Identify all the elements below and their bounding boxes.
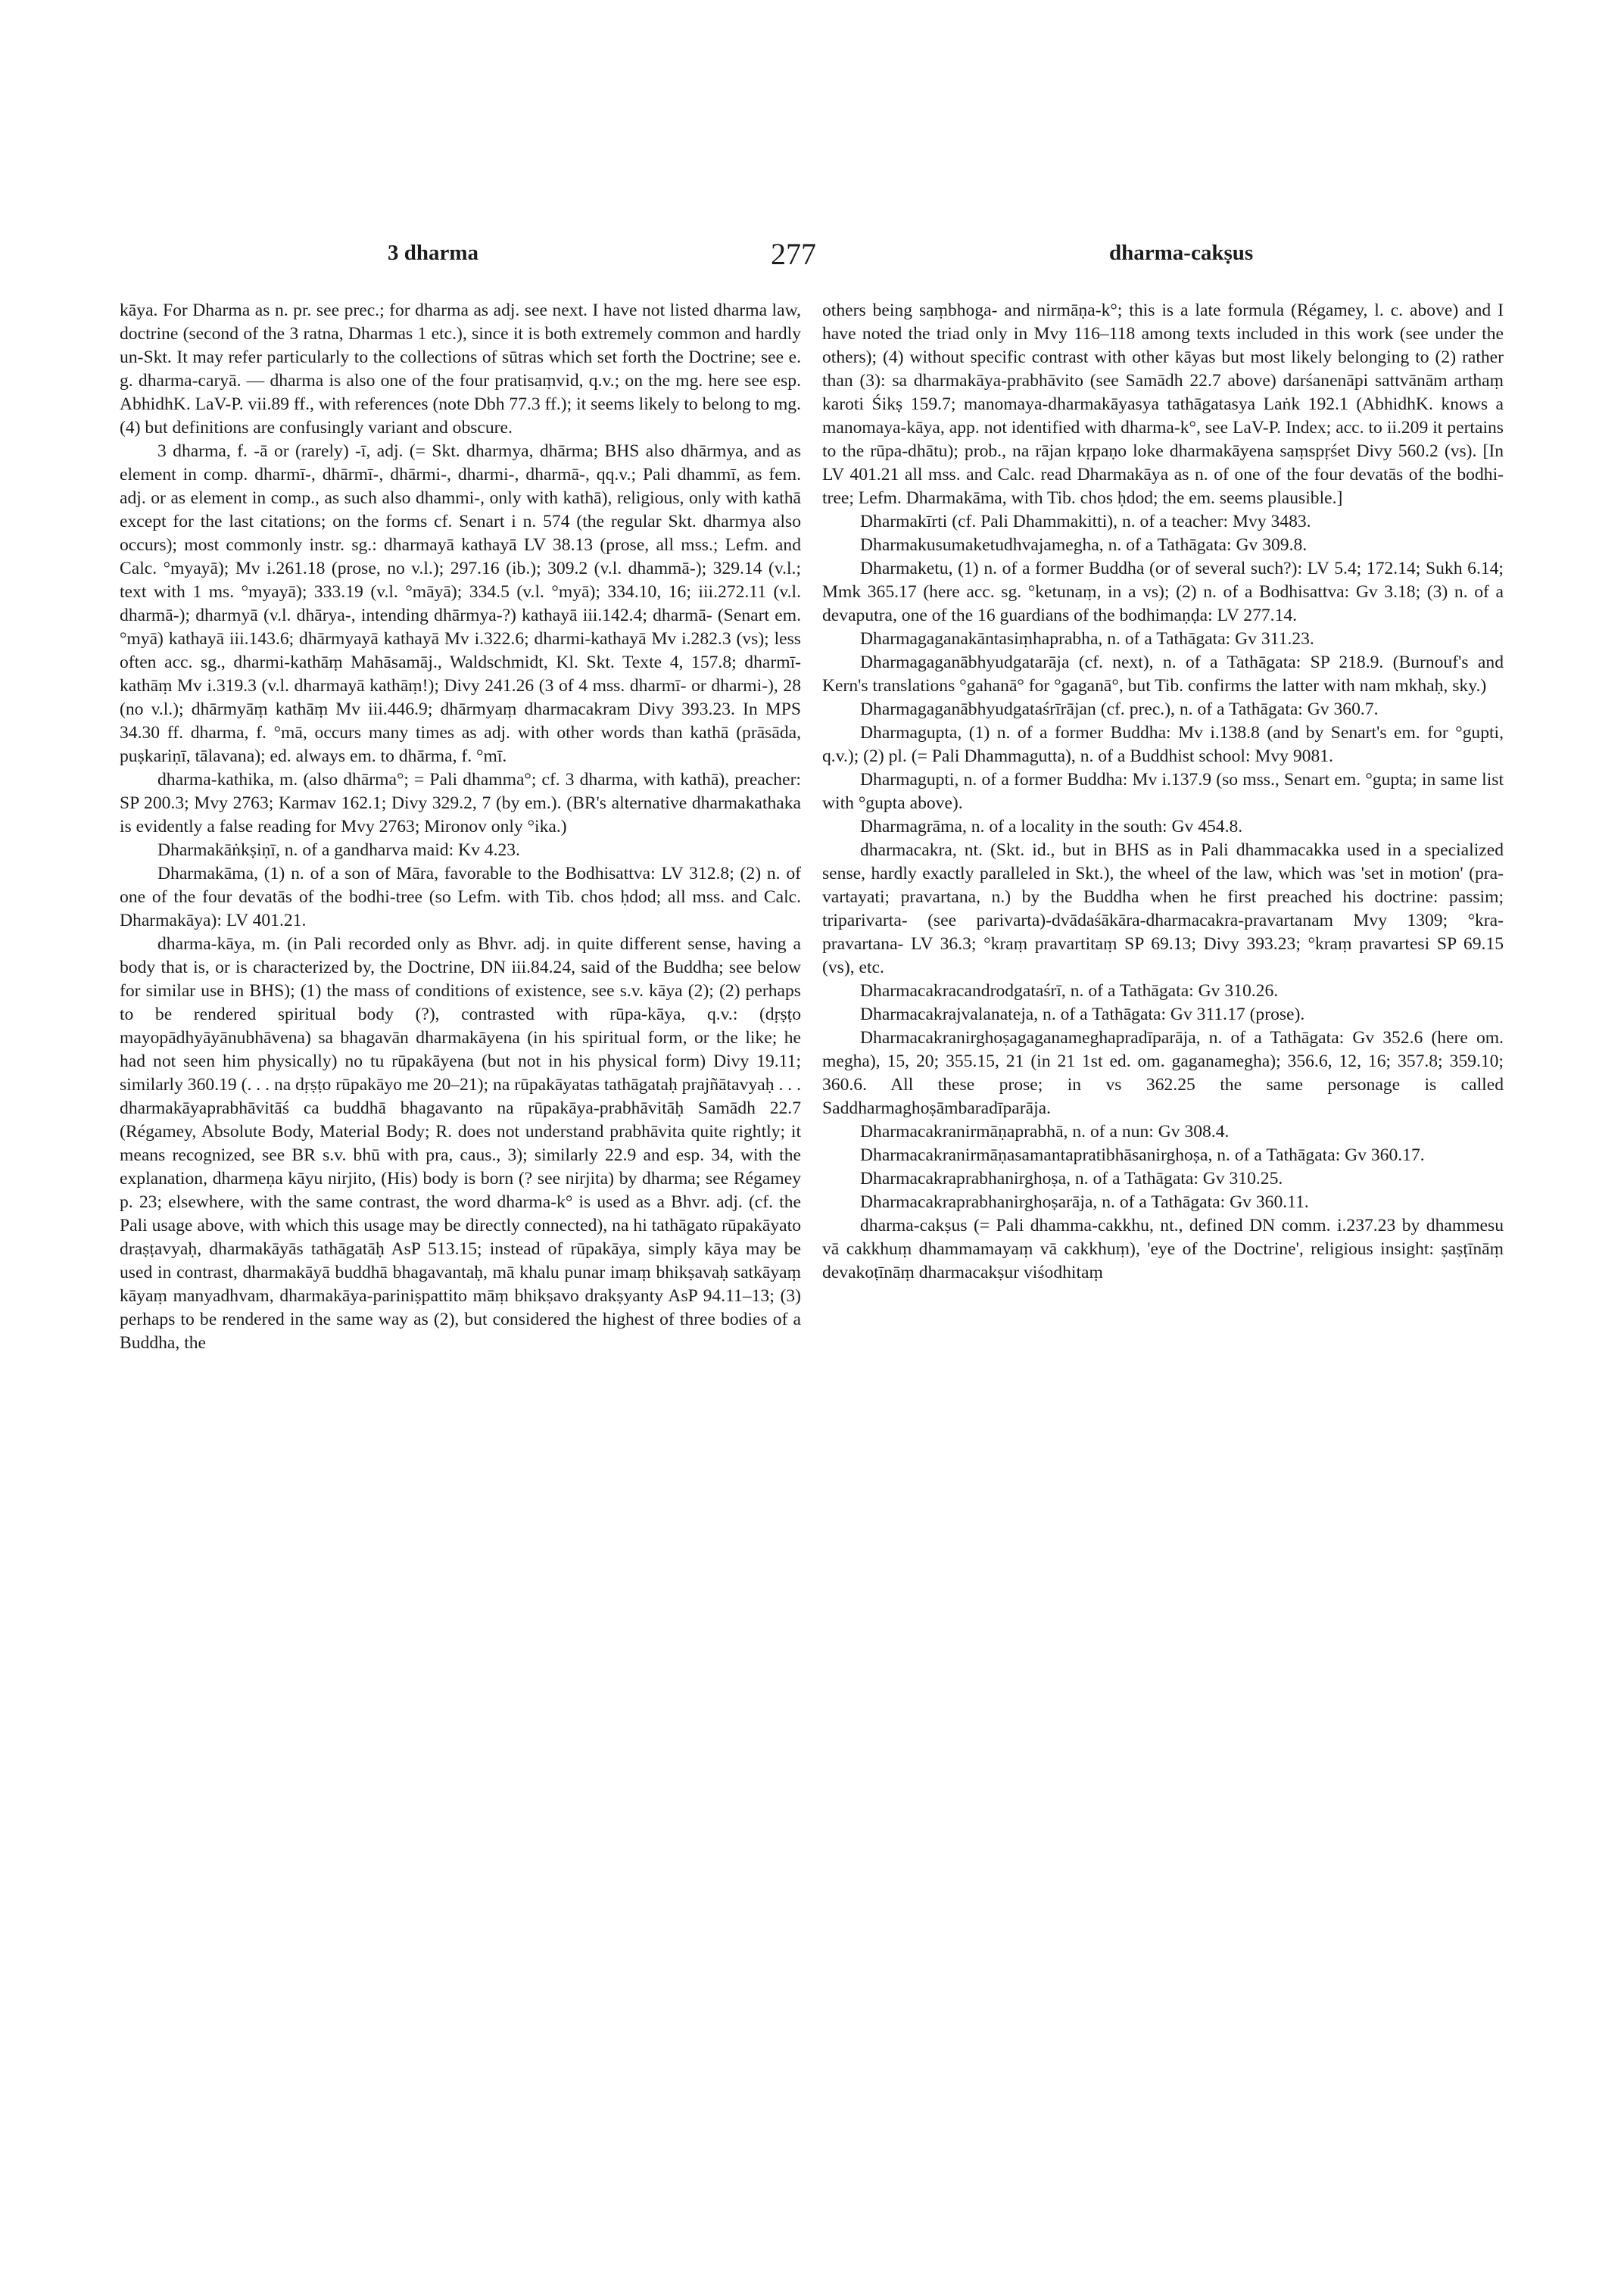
entry-dharmacakracandrodgatasri: Dharmacakracandrodgataśrī, n. of a Tathāgata: Gv 310.26. xyxy=(860,981,1279,1001)
entry-dharmaketu: Dharmaketu, (1) n. of a former Buddha (or of several such?): LV 5.4; 172.14; Sukh 6.14; Mmk 365.17 (here acc. sg. °ketunaṃ, in a vs); (2) n. of a Bodhisattva: Gv 3.18; (3) n. of a devaputra, one of the 16 guardians of the bodhimaṇḍa: LV 277.14. xyxy=(822,559,1504,625)
entry-dharma-caksus: dharma-cakṣus (= Pali dhamma-cakkhu, nt., defined DN comm. i.237.23 by dhammesu vā cakkhuṃ dhammamayaṃ vā cakkhuṃ), 'eye of the Doctrine', religious insight: ṣaṣṭīnāṃ devakoṭīnāṃ dharmacakṣur viśodhitaṃ xyxy=(822,1216,1504,1282)
running-head-right: dharma-cakṣus xyxy=(1109,241,1254,265)
entry-dharmagrama: Dharmagrāma, n. of a locality in the south: Gv 454.8. xyxy=(860,817,1243,837)
entry-dharmacakraprabhanirghosaraja: Dharmacakraprabhanirghoṣarāja, n. of a Tathāgata: Gv 360.11. xyxy=(860,1192,1309,1212)
entry-continuation: kāya. For Dharma as n. pr. see prec.; for dharma as adj. see next. I have not listed dharma law, doctrine (second of the 3 ratna, Dharmas 1 etc.), since it is both extremely common and hardly un-Skt. It may refer particularly to the collections of sūtras which set forth the Doctrine; see e. g. dharma-caryā. — dharma is also one of the four pratisaṃvid, q.v.; on the mg. here see esp. AbhidhK. LaV-P. vii.89 ff., with references (note Dbh 77.3 ff.); it seems likely to belong to mg. (4) but definitions are confusingly variant and obscure. xyxy=(120,301,801,438)
entry-dharmakirti: Dharmakīrti (cf. Pali Dhammakitti), n. of a teacher: Mvy 3483. xyxy=(860,512,1311,531)
entry-dharmagupta: Dharmagupta, (1) n. of a former Buddha: Mv i.138.8 (and by Senart's em. for °gupti, q.v.); (2) pl. (= Pali Dhammagutta), n. of a Buddhist school: Mvy 9081. xyxy=(822,723,1504,766)
entry-dharmacakranirmanaprabha: Dharmacakranirmāṇaprabhā, n. of a nun: Gv 308.4. xyxy=(860,1122,1230,1142)
entry-dharma-kathika: dharma-kathika, m. (also dhārma°; = Pali dhamma°; cf. 3 dharma, with kathā), preacher: SP 200.3; Mvy 2763; Karmav 162.1; Divy 329.2, 7 (by em.). (BR's alternative dharmakathaka is evidently a false reading for Mvy 2763; Mironov only °ika.) xyxy=(120,770,801,837)
entry-dharmacakranirmanasamanta: Dharmacakranirmāṇasamantapratibhāsanirghoṣa, n. of a Tathāgata: Gv 360.17. xyxy=(860,1145,1425,1165)
entry-dharmacakrajvalanateja: Dharmacakrajvalanateja, n. of a Tathāgata: Gv 311.17 (prose). xyxy=(860,1005,1305,1024)
entry-dharmagaganabhyudgataraja: Dharmagaganābhyudgatarāja (cf. next), n. of a Tathāgata: SP 218.9. (Burnouf's and Kern's translations °gahanā° for °gaganā°, but Tib. confirms the latter with nam mkhaḥ, sky.) xyxy=(822,653,1504,696)
entry-dharmagaganabhyudgatasrirajan: Dharmagaganābhyudgataśrīrājan (cf. prec.), n. of a Tathāgata: Gv 360.7. xyxy=(860,699,1379,719)
entry-dharmacakraprabhanirghosa: Dharmacakraprabhanirghoṣa, n. of a Tathāgata: Gv 310.25. xyxy=(860,1169,1283,1189)
entry-dharmacakra: dharmacakra, nt. (Skt. id., but in BHS as in Pali dhammacakka used in a specialized sense, hardly exactly paralleled in Skt.), the wheel of the law, which was 'set in motion' (pra-vartayati; pravartana, n.) by the Buddha when he first preached his doctrine: passim; triparivarta- (see parivarta)-dvādaśākāra-dharmacakra-pravartanam Mvy 1309; °kra-pravartana- LV 36.3; °kraṃ pravartitaṃ SP 69.13; Divy 393.23; °kraṃ pravartesi SP 69.15 (vs), etc. xyxy=(822,840,1504,977)
entry-dharmagaganakantasimhaprabha: Dharmagaganakāntasiṃhaprabha, n. of a Tathāgata: Gv 311.23. xyxy=(860,629,1314,649)
right-column xyxy=(822,299,1504,2267)
entry-dharmakanksini: Dharmakāṅkṣiṇī, n. of a gandharva maid: Kv 4.23. xyxy=(157,840,520,860)
entry-dharmakusumaketudhvajamegha: Dharmakusumaketudhvajamegha, n. of a Tathāgata: Gv 309.8. xyxy=(860,535,1308,555)
entry-continuation: others being saṃbhoga- and nirmāṇa-k°; this is a late formula (Régamey, l. c. above) and I have noted the triad only in Mvy 116–118 among texts included in this work (see under the others); (4) without specific contrast with other kāyas but most likely belonging to (2) rather than (3): sa dharmakāya-prabhāvito (see Samādh 22.7 above) darśanenāpi sattvānām arthaṃ karoti Śikṣ 159.7; manomaya-dharmakāyasya tathāgatasya Laṅk 192.1 (AbhidhK. knows a manomaya-kāya, app. not identified with dharma-k°, see LaV-P. Index; acc. to ii.209 it pertains to the rūpa-dhātu); prob., na rājan kṛpaṇo loke dharmakāyena saṃspṛśet Divy 560.2 (vs). [In LV 401.21 all mss. and Calc. read Dharmakāya as n. of one of the four devatās of the bodhi-tree; Lefm. Dharmakāma, with Tib. chos ḥdod; the em. seems plausible.] xyxy=(822,301,1504,508)
entry-dharmacakranirghosa: Dharmacakranirghoṣagaganameghapradīparāja, n. of a Tathāgata: Gv 352.6 (here om. megha), 15, 20; 355.15, 21 (in 21 1st ed. om. gaganamegha); 356.6, 12, 16; 357.8; 359.10; 360.6. All these prose; in vs 362.25 the same personage is called Saddharmaghoṣāmbaradīparāja. xyxy=(822,1028,1504,1118)
entry-dharma-kaya: dharma-kāya, m. (in Pali recorded only as Bhvr. adj. in quite different sense, having a body that is, or is characterized by, the Doctrine, DN iii.84.24, said of the Buddha; see below for similar use in BHS); (1) the mass of conditions of existence, see s.v. kāya (2); (2) perhaps to be rendered spiritual body (?), contrasted with rūpa-kāya, q.v.: (dṛṣṭo mayopādhyāyānubhāvena) sa bhagavān dharmakāyena (in his spiritual form, or the like; he had not seen him physically) no tu rūpakāyena (but not in his physical form) Divy 19.11; similarly 360.19 (. . . na dṛṣṭo rūpakāyo me 20–21); na rūpakāyatas tathāgataḥ prajñātavyaḥ . . . dharmakāyaprabhāvitāś ca buddhā bhagavanto na rūpakāya-prabhāvitāḥ Samādh 22.7 (Régamey, Absolute Body, Material Body; R. does not understand prabhāvita quite rightly; it means recognized, see BR s.v. bhū with pra, caus., 3); similarly 22.9 and esp. 34, with the explanation, dharmeṇa kāyu nirjito, (His) body is born (? see nirjita) by dharma; see Régamey p. 23; elsewhere, with the same contrast, the word dharma-k° is used as a Bhvr. adj. (cf. the Pali usage above, with which this usage may be directly connected), na hi tathāgato rūpakāyato draṣṭavyaḥ, dharmakāyās tathāgatāḥ AsP 513.15; instead of rūpakāya, simply kāya may be used in contrast, dharmakāyā buddhā bhagavantaḥ, mā khalu punar imaṃ bhikṣavaḥ satkāyaṃ kāyaṃ manyadhvam, dharmakāya-pariniṣpattito māṃ bhikṣavo drakṣyanty AsP 94.11–13; (3) perhaps to be rendered in the same way as (2), but considered the highest of three bodies of a Buddha, the xyxy=(120,934,801,1353)
entry-dharmakama: Dharmakāma, (1) n. of a son of Māra, favorable to the Bodhisattva: LV 312.8; (2) n. of one of the four devatās of the bodhi-tree (so Lefm. with Tib. chos ḥdod; all mss. and Calc. Dharmakāya): LV 401.21. xyxy=(120,864,801,930)
left-column xyxy=(120,299,801,2267)
entry-dharmagupti: Dharmagupti, n. of a former Buddha: Mv i.137.9 (so mss., Senart em. °gupta; in same list with °gupta above). xyxy=(822,770,1504,813)
entry-3-dharma: 3 dharma, f. -ā or (rarely) -ī, adj. (= Skt. dharmya, dhārma; BHS also dhārmya, and as element in comp. dharmī-, dhārmī-, dhārmi-, dharmi-, dharmā-, qq.v.; Pali dhammī, as fem. adj. or as element in comp., as such also dhammi-, only with kathā), religious, only with kathā except for the last citations; on the forms cf. Senart i n. 574 (the regular Skt. dharmya also occurs); most commonly instr. sg.: dharmayā kathayā LV 38.13 (prose, all mss.; Lefm. and Calc. °myayā); Mv i.261.18 (prose, no v.l.); 297.16 (ib.); 309.2 (v.l. dhammā-); 329.14 (v.l.; text with 1 ms. °myayā); 333.19 (v.l. °māyā); 334.5 (v.l. °myā); 334.10, 16; iii.272.11 (v.l. dharmā-); dharmyā (v.l. dhārya-, intending dhārmya-?) kathayā iii.142.4; dharmā- (Senart em. °myā) kathayā iii.143.6; dhārmyayā kathayā Mv i.322.6; dharmi-kathayā Mv i.282.3 (vs); less often acc. sg., dharmi-kathāṃ Mahāsamāj., Waldschmidt, Kl. Skt. Texte 4, 157.8; dharmī-kathāṃ Mv i.319.3 (v.l. dharmayā kathāṃ!); Divy 241.26 (3 of 4 mss. dharmī- or dharmi-), 28 (no v.l.); dhārmyāṃ kathāṃ Mv iii.446.9; dhārmyaṃ dharmacakram Divy 393.23. In MPS 34.30 ff. dharma, f. °mā, occurs many times as adj. with other words than kathā (prāsāda, puṣkariṇī, tālavana); ed. always em. to dhārma, f. °mī. xyxy=(120,441,801,766)
running-head-left: 3 dharma xyxy=(388,241,479,265)
page-number: 277 xyxy=(771,237,816,271)
